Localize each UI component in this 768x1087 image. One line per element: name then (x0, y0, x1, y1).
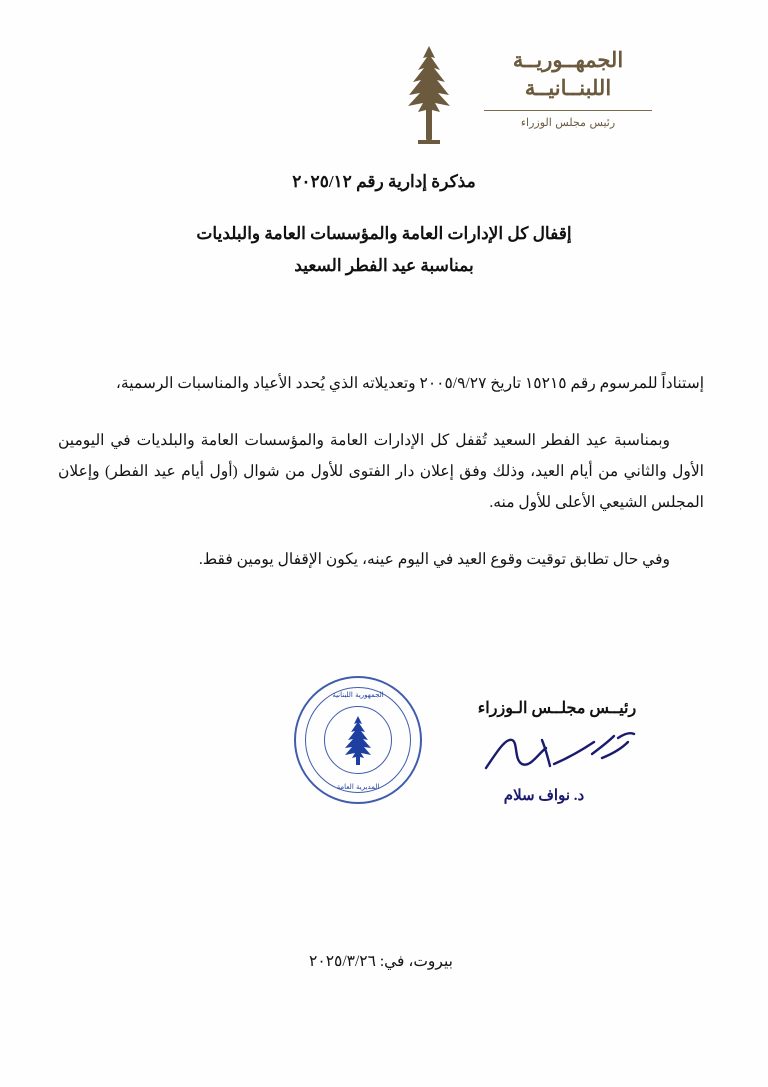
official-stamp (294, 676, 422, 804)
letterhead-line-1: الجمهــوريــة (512, 47, 624, 72)
place-and-date: بيروت، في: ٢٠٢٥/٣/٢٦ (309, 953, 453, 970)
letterhead-subtitle: رئيس مجلس الوزراء (520, 115, 616, 129)
body-paragraph-3: وفي حال تطابق توقيت وقوع العيد في اليوم عينه، يكون الإقفال يومين فقط. (198, 550, 670, 568)
cedar-tree-icon (388, 42, 470, 146)
stamp-bottom-text: المديرية العامة (336, 783, 380, 791)
title-line-1: إقفال كل الإدارات العامة والمؤسسات العامة والبلديات (196, 224, 572, 243)
handwritten-signature-icon (442, 724, 672, 784)
letterhead-line-2: اللبنــانيــة (524, 75, 612, 101)
stamp-middle-text (421, 676, 422, 677)
document-title (0, 218, 768, 283)
body-paragraph-2: وبمناسبة عيد الفطر السعيد تُقفل كل الإدارات العامة والمؤسسات العامة والبلديات في اليومين الأول والثاني من أيام العيد، وذلك وفق إعلان دار الفتوى للأول من شوال (أول أيام عيد الفطر) وإعلان المجلس الشيعي الأعلى للأول منه. (58, 431, 704, 511)
stamp-top-text: الجمهورية اللبنانية (332, 691, 384, 699)
letterhead (388, 42, 728, 146)
letterhead-text (484, 42, 652, 129)
signature-block (442, 698, 672, 805)
document-number: مذكرة إدارية رقم ٢٠٢٥/١٢ (292, 172, 476, 191)
title-line-2: بمناسبة عيد الفطر السعيد (294, 256, 474, 276)
stamp-cedar-tree-icon (335, 714, 381, 766)
letterhead-divider (484, 110, 652, 111)
body-paragraph-1: إستناداً للمرسوم رقم ١٥٢١٥ تاريخ ٢٠٠٥/٩/٢٧ وتعديلاته الذي يُحدد الأعياد والمناسبات الرسمية، (115, 374, 704, 392)
signature-title: رئيــس مجلــس الـوزراء (477, 700, 637, 717)
signatory-name: د. نواف سلام (503, 788, 585, 804)
